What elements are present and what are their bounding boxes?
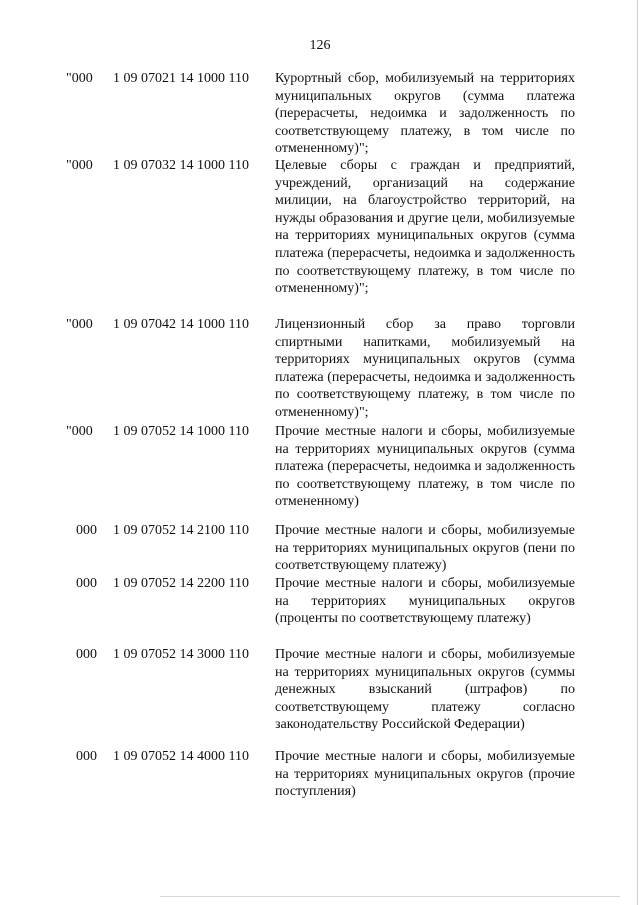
admin-code: 000 bbox=[76, 523, 97, 538]
revenue-description: Прочие местные налоги и сборы, мобилизуемые на территориях муниципальных округов (суммы денежных взысканий (штрафов) по соответствующему платежу согласно законодательству Российской Федерации) bbox=[275, 647, 575, 733]
revenue-description: Прочие местные налоги и сборы, мобилизуемые на территориях муниципальных округов (сумма платежа (перерасчеты, недоимка и задолженность по соответствующему платежу, в том числе по отмененному) bbox=[275, 424, 575, 510]
admin-code: 000 bbox=[76, 647, 97, 662]
admin-code: "000 bbox=[66, 317, 93, 332]
budget-classification-code: 1 09 07052 14 3000 110 bbox=[113, 647, 249, 662]
budget-classification-code: 1 09 07052 14 2100 110 bbox=[113, 523, 249, 538]
admin-code: 000 bbox=[76, 576, 97, 591]
revenue-description: Курортный сбор, мобилизуемый на территориях муниципальных округов (сумма платежа (перерасчеты, недоимка и задолженность по соответствующему платежу, в том числе по отмененному)"; bbox=[275, 71, 575, 157]
admin-code: "000 bbox=[66, 71, 93, 86]
budget-classification-code: 1 09 07032 14 1000 110 bbox=[113, 158, 249, 173]
revenue-description: Прочие местные налоги и сборы, мобилизуемые на территориях муниципальных округов (прочие поступления) bbox=[275, 749, 575, 800]
admin-code: 000 bbox=[76, 749, 97, 764]
budget-classification-code: 1 09 07052 14 1000 110 bbox=[113, 424, 249, 439]
scan-edge-bottom bbox=[160, 896, 620, 897]
budget-classification-code: 1 09 07052 14 4000 110 bbox=[113, 749, 249, 764]
revenue-description: Прочие местные налоги и сборы, мобилизуемые на территориях муниципальных округов (пени по соответствующему платежу) bbox=[275, 523, 575, 574]
revenue-description: Лицензионный сбор за право торговли спиртными напитками, мобилизуемый на территориях муниципальных округов (сумма платежа (перерасчеты, недоимка и задолженность по соответствующему платежу, в том числе по отмененному)"; bbox=[275, 317, 575, 420]
budget-classification-code: 1 09 07042 14 1000 110 bbox=[113, 317, 249, 332]
budget-classification-code: 1 09 07052 14 2200 110 bbox=[113, 576, 249, 591]
admin-code: "000 bbox=[66, 158, 93, 173]
page-number: 126 bbox=[309, 38, 331, 53]
budget-classification-code: 1 09 07021 14 1000 110 bbox=[113, 71, 249, 86]
revenue-description: Целевые сборы с граждан и предприятий, учреждений, организаций на содержание милиции, на благоустройство территорий, на нужды образования и другие цели, мобилизуемые на территориях муниципальных округов (сумма платежа (перерасчеты, недоимка и задолженность по соответствующему платежу, в том числе по отмененному)"; bbox=[275, 158, 575, 297]
admin-code: "000 bbox=[66, 424, 93, 439]
scan-edge-right bbox=[637, 0, 638, 905]
revenue-description: Прочие местные налоги и сборы, мобилизуемые на территориях муниципальных округов (проценты по соответствующему платежу) bbox=[275, 576, 575, 627]
